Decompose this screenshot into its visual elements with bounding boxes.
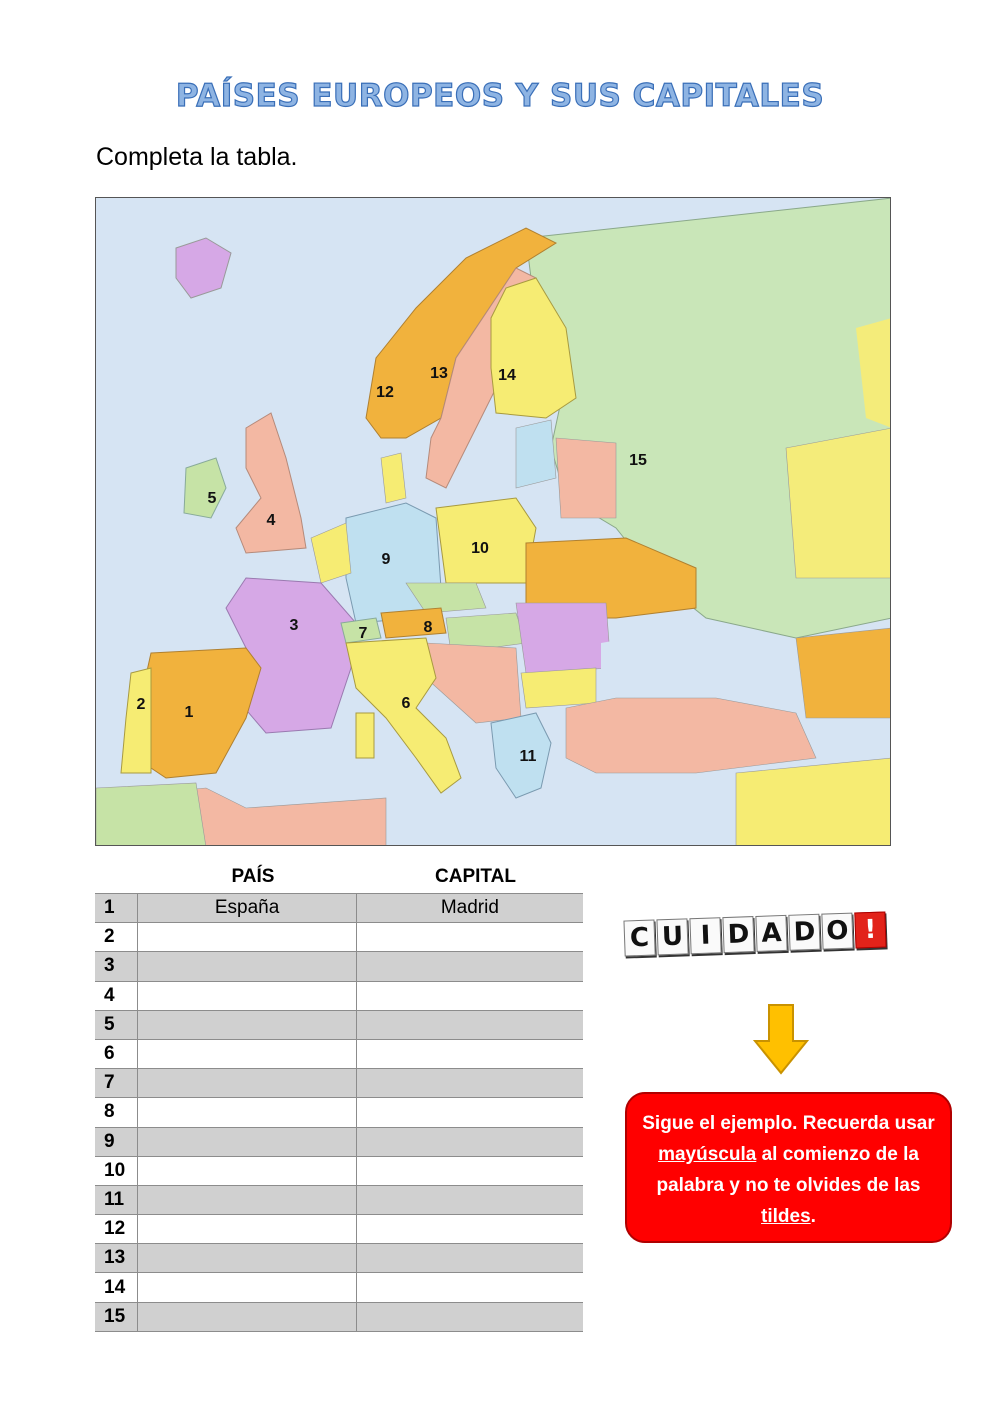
table-row bbox=[95, 1069, 583, 1098]
table-row bbox=[95, 1039, 583, 1068]
europe-map-graphic bbox=[96, 198, 891, 846]
capital-cell[interactable] bbox=[356, 981, 583, 1010]
table-row bbox=[95, 1302, 583, 1331]
map-label-3: 3 bbox=[289, 617, 299, 634]
country-cell[interactable] bbox=[138, 1273, 356, 1302]
capital-cell[interactable] bbox=[356, 1244, 583, 1273]
table-row bbox=[95, 1244, 583, 1273]
table-body bbox=[95, 894, 583, 1332]
map-label-11: 11 bbox=[519, 748, 537, 765]
row-number: 13 bbox=[95, 1244, 138, 1273]
country-cell[interactable] bbox=[138, 1244, 356, 1273]
table-row bbox=[95, 923, 583, 952]
country-cell[interactable] bbox=[138, 1039, 356, 1068]
row-number: 14 bbox=[95, 1273, 138, 1302]
country-cell[interactable] bbox=[138, 1010, 356, 1039]
note-text-2: al comienzo de la palabra y no te olvides de las bbox=[656, 1144, 921, 1196]
map-label-6: 6 bbox=[401, 695, 411, 712]
row-number: 9 bbox=[95, 1127, 138, 1156]
capital-cell[interactable] bbox=[356, 1302, 583, 1331]
map-label-1: 1 bbox=[184, 704, 194, 721]
row-number: 1 bbox=[95, 894, 138, 923]
table-row bbox=[95, 1215, 583, 1244]
row-number: 8 bbox=[95, 1098, 138, 1127]
header-capital: CAPITAL bbox=[435, 866, 516, 887]
letter-tile: D bbox=[788, 914, 820, 951]
note-text-1: Sigue el ejemplo. Recuerda usar bbox=[642, 1113, 935, 1134]
row-number: 2 bbox=[95, 923, 138, 952]
reminder-note bbox=[625, 1092, 952, 1243]
map-label-9: 9 bbox=[381, 551, 391, 568]
letter-tile: U bbox=[656, 918, 688, 955]
exclamation-tile: ! bbox=[854, 911, 886, 948]
country-cell[interactable] bbox=[138, 1302, 356, 1331]
row-number: 15 bbox=[95, 1302, 138, 1331]
capital-cell[interactable] bbox=[356, 1215, 583, 1244]
country-cell[interactable]: España bbox=[138, 894, 356, 923]
row-number: 12 bbox=[95, 1215, 138, 1244]
capital-cell[interactable] bbox=[356, 952, 583, 981]
capital-cell[interactable] bbox=[356, 1273, 583, 1302]
note-keyword-tildes: tildes bbox=[761, 1206, 811, 1227]
capital-cell[interactable] bbox=[356, 1185, 583, 1214]
map-label-14: 14 bbox=[498, 367, 516, 384]
capital-cell[interactable] bbox=[356, 1039, 583, 1068]
letter-tile: D bbox=[722, 916, 754, 953]
table-row bbox=[95, 1127, 583, 1156]
capital-cell[interactable] bbox=[356, 1156, 583, 1185]
capital-cell[interactable]: Madrid bbox=[356, 894, 583, 923]
letter-tile: O bbox=[821, 913, 853, 950]
arrow-down-icon bbox=[753, 1003, 809, 1075]
header-country: PAÍS bbox=[231, 866, 275, 887]
europe-map bbox=[95, 197, 891, 846]
cuidado-warning-graphic bbox=[623, 911, 886, 956]
map-label-10: 10 bbox=[471, 540, 489, 557]
map-label-12: 12 bbox=[376, 384, 394, 401]
map-label-2: 2 bbox=[136, 696, 146, 713]
map-label-15: 15 bbox=[629, 452, 647, 469]
table-row bbox=[95, 1273, 583, 1302]
country-cell[interactable] bbox=[138, 1127, 356, 1156]
country-cell[interactable] bbox=[138, 981, 356, 1010]
letter-tile: A bbox=[755, 915, 787, 952]
country-cell[interactable] bbox=[138, 1156, 356, 1185]
map-label-5: 5 bbox=[207, 490, 217, 507]
row-number: 5 bbox=[95, 1010, 138, 1039]
capital-cell[interactable] bbox=[356, 1069, 583, 1098]
note-keyword-mayuscula: mayúscula bbox=[658, 1144, 757, 1165]
row-number: 6 bbox=[95, 1039, 138, 1068]
map-label-7: 7 bbox=[358, 625, 368, 642]
capital-cell[interactable] bbox=[356, 1010, 583, 1039]
capital-cell[interactable] bbox=[356, 1098, 583, 1127]
letter-tile: C bbox=[623, 920, 655, 957]
map-label-8: 8 bbox=[423, 619, 433, 636]
country-cell[interactable] bbox=[138, 952, 356, 981]
country-cell[interactable] bbox=[138, 1185, 356, 1214]
capital-cell[interactable] bbox=[356, 1127, 583, 1156]
country-cell[interactable] bbox=[138, 923, 356, 952]
country-cell[interactable] bbox=[138, 1215, 356, 1244]
table-row bbox=[95, 894, 583, 923]
table-row bbox=[95, 1010, 583, 1039]
table-row bbox=[95, 1156, 583, 1185]
page-title: PAÍSES EUROPEOS Y SUS CAPITALES bbox=[175, 78, 825, 114]
table-row bbox=[95, 1185, 583, 1214]
row-number: 10 bbox=[95, 1156, 138, 1185]
row-number: 3 bbox=[95, 952, 138, 981]
table-row bbox=[95, 952, 583, 981]
country-cell[interactable] bbox=[138, 1069, 356, 1098]
countries-table bbox=[95, 893, 583, 1332]
letter-tile: I bbox=[689, 917, 721, 954]
row-number: 7 bbox=[95, 1069, 138, 1098]
note-text-3: . bbox=[810, 1206, 816, 1227]
row-number: 11 bbox=[95, 1185, 138, 1214]
table-row bbox=[95, 1098, 583, 1127]
capital-cell[interactable] bbox=[356, 923, 583, 952]
map-label-13: 13 bbox=[430, 365, 448, 382]
country-cell[interactable] bbox=[138, 1098, 356, 1127]
instruction-text: Completa la tabla. bbox=[96, 143, 298, 171]
map-label-4: 4 bbox=[266, 512, 276, 529]
table-row bbox=[95, 981, 583, 1010]
row-number: 4 bbox=[95, 981, 138, 1010]
